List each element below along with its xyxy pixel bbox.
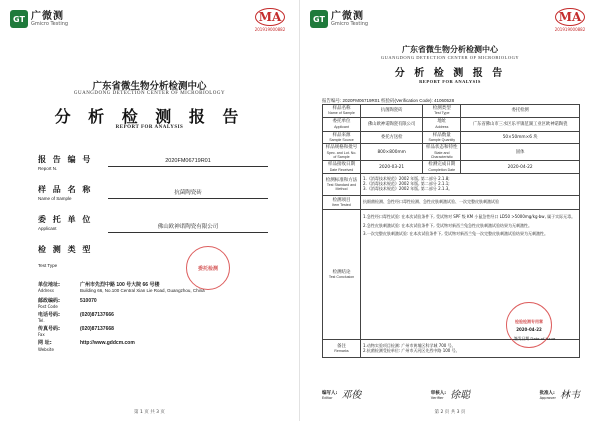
cma-logo-icon: MA <box>555 8 585 26</box>
report-org-name-en: GUANGDONG DETECTION CENTER OF MICROBIOLOGY <box>380 55 520 60</box>
issue-date-label: 签发日期 Date of Issue <box>514 336 556 341</box>
signatures <box>322 386 580 401</box>
cma-certification-mark <box>250 8 290 32</box>
report-title-en: REPORT FOR ANALYSIS <box>419 79 481 84</box>
cover-title-zh: 分 析 检 测 报 告 <box>54 107 245 126</box>
company-logo: GT 广微测 Gmicro Testing <box>310 10 368 28</box>
cover-stamp: 委托检测 <box>186 246 230 290</box>
table-row: 样品名称 Name of Sample 抗菌陶瓷砖 检测类型 Test Type 委托检测 <box>323 105 580 118</box>
table-row: 委托单位 Applicant 佛山欧神诺陶瓷有限公司 地址 Address 广东省佛山市三水区乐平镇范湖工业区欧神诺陶瓷 <box>323 117 580 131</box>
sample-name-value: 抗菌陶瓷砖 <box>108 188 268 199</box>
field-test-type: 检 测 类 型 Test Type <box>38 245 93 268</box>
table-row: 检测标准和方法 Test Standard and Method 1.《消毒技术规范》2002 年版, 第二部分 2.1.8; 2.《消毒技术规范》2002 年版, 第二部分 2.1.1; 3.《消毒技术规范》2002 年版, 第二部分 2.1.3。 <box>323 174 580 196</box>
report-number-line: 报告编号: 2020FM06719R01 校验码(Verification Code): 41060528 <box>322 98 455 103</box>
cma-number: 201919000882 <box>254 27 286 32</box>
table-row: 样品规格和批号 Spec. and Lot. No. of Sample 800×800mm 样品状态和特性 State and Characteristic 固体 <box>323 144 580 161</box>
table-row: 检测结论 Test Conclusion 1.急性经口毒性试验: 在本次试验条件下, 受试物对 SPF 级 KM 小鼠急性经口 LD50 >5000mg/kg·bw, 属于实际无毒。 2.急性皮肤刺激试验: 在本次试验条件下, 受试物对新西兰兔急性皮肤刺激试验结果为无刺激性。 3.一次完整皮肤刺激试验: 在本次试验条件下, 受试物对新西兰兔一次完整皮肤刺激试验结果为无刺激性。 <box>323 210 580 340</box>
cover-contact-info <box>38 282 268 355</box>
report-stamp: 检验检测专用章 2020-04-22 <box>506 302 552 348</box>
cover-org-name-zh: 广东省微生物分析检测中心 <box>92 81 207 92</box>
contact-website: 网 址: Website http://www.gddcm.com <box>38 340 135 352</box>
report-page-footer: 第 2 页 共 3 页 <box>434 410 466 415</box>
contact-tel: 电话号码: Tel. (020)87137666 <box>38 311 114 323</box>
table-row: 检测项目 Item Tested 抗细菌检测、急性经口毒性检测、急性皮肤刺激试验、一次完整皮肤刺激试验 <box>323 196 580 210</box>
cover-title-en: REPORT FOR ANALYSIS <box>115 125 184 130</box>
applicant-value: 佛山欧神诺陶瓷有限公司 <box>108 222 268 233</box>
report-number-value: 2020FM06719R01 <box>108 158 268 167</box>
company-logo <box>10 10 68 28</box>
cover-page-footer: 第 1 页 共 3 页 <box>134 410 165 415</box>
logo-name-zh: 广微测 <box>31 10 64 22</box>
report-page <box>300 0 600 421</box>
signature-editor: 编写人: Editor 邓俊 <box>322 390 362 401</box>
cover-org-name-en: GUANGDONG DETECTION CENTER OF MICROBIOLOGY <box>73 91 226 96</box>
contact-post-code: 邮政编码: Post Code 510070 <box>38 297 97 309</box>
cma-logo-icon: MA <box>255 8 285 26</box>
field-sample-name: 样 品 名 称 Name of Sample 抗菌陶瓷砖 <box>38 184 268 201</box>
contact-fax: 传真号码: Fax (020)87137668 <box>38 326 114 338</box>
logo-name-en: Gmicro Testing <box>31 20 69 27</box>
signature-verifier: 审核人: Verifier 徐聪 <box>430 390 471 401</box>
signature-approver: 批准人: Approver 林韦 <box>539 390 580 401</box>
table-row: 样品接收日期 Date Received 2020-03-21 检测完成日期 Completion Date 2020-04-22 <box>323 161 580 174</box>
field-report-number: 报 告 编 号 Report N. 2020FM06719R01 <box>38 154 268 171</box>
report-title-zh: 分 析 检 测 报 告 <box>394 68 506 79</box>
logo-badge-icon: GT <box>10 10 28 28</box>
logo-badge-icon: GT <box>310 10 328 28</box>
field-applicant: 委 托 单 位 Applicant 佛山欧神诺陶瓷有限公司 <box>38 214 268 231</box>
cma-certification-mark: MA 201919000882 <box>554 10 586 32</box>
contact-address: 单位地址: Address 广州市先烈中路 100 号大院 66 号楼 Building 66, No.100 Central Xian Lie Road, Guangzhou, China <box>38 282 205 294</box>
table-row: 备注 Remarks 1.动物实验项目检测: 广州市黄埔区科学城 700 号。 2.抗菌检测受检单位: 广州市天河区先烈中路 100 号。 <box>323 340 580 358</box>
table-row: 样品来源 Sample Source 委托方送检 样品数量 Sample Quantity 50×50mm×6 块 <box>323 131 580 144</box>
report-org-name-zh: 广东省微生物分析检测中心 <box>402 44 498 54</box>
